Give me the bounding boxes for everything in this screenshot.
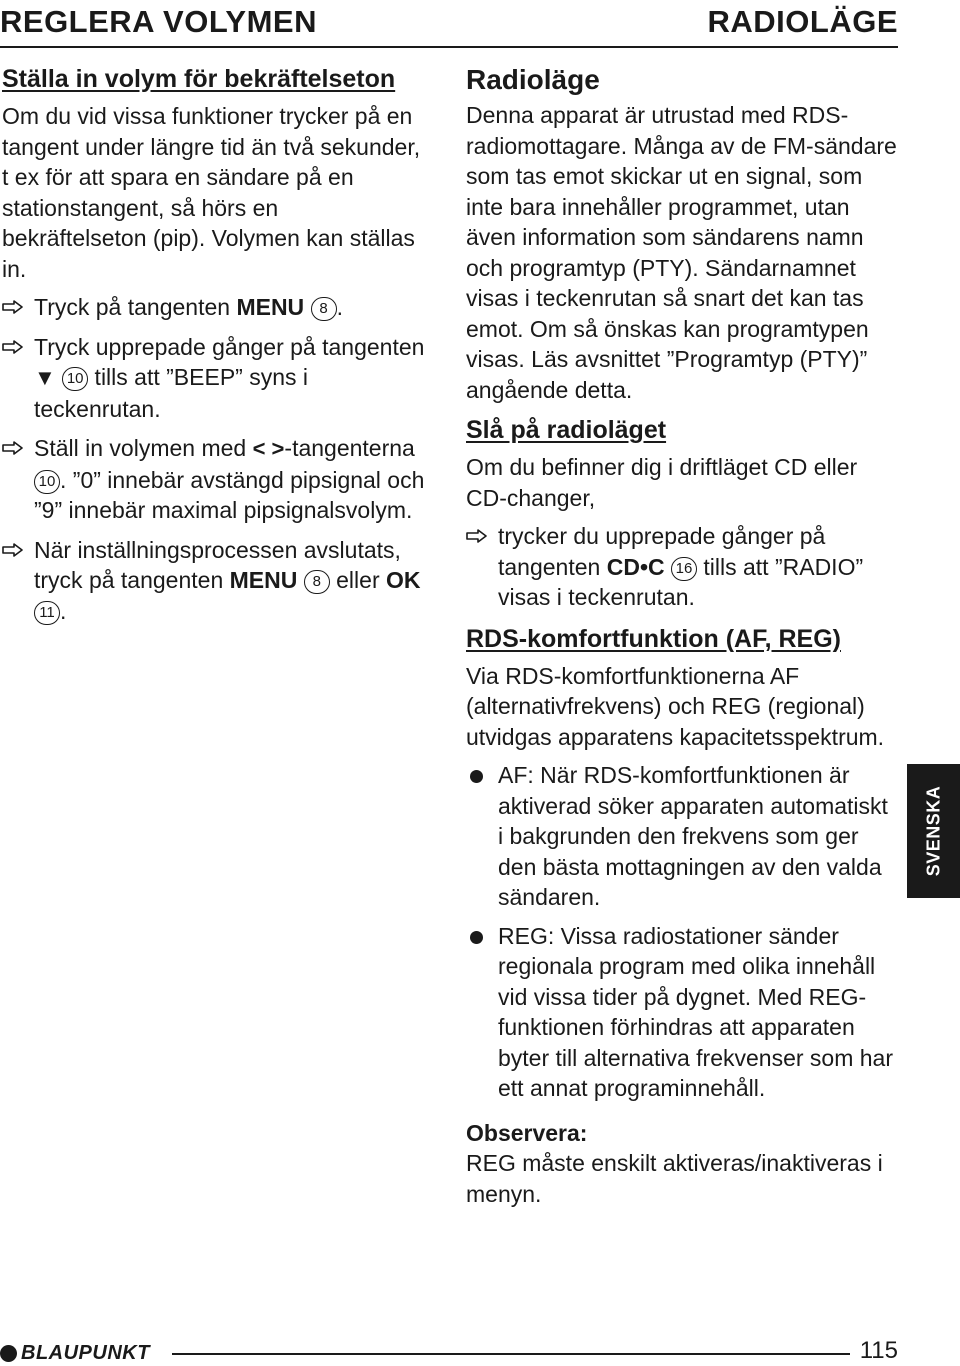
key-label: OK (386, 567, 421, 593)
bullet-dot-icon (470, 770, 483, 783)
page-number: 115 (859, 1337, 898, 1364)
section-heading-beep-volume: Ställa in volym för bekräftelseton (2, 65, 396, 93)
key-number-badge: 16 (671, 557, 697, 581)
radio-intro-paragraph: Denna apparat är utrustad med RDS-radiomottagare. Många av de FM-sändare som tas emot skickar ut en signal, som inte bara innehåller programmet, utan även information som sändarens namn och programtyp (PTY). Sändarnamnet visas i teckenrutan så snart det kan tas emot. Om så önskas kan programtypen visas. Läs avsnittet ”Programtyp (PTY)” angående detta. (466, 102, 897, 403)
key-number-badge: 10 (34, 470, 60, 494)
key-number-badge: 10 (62, 367, 88, 391)
right-column (466, 62, 898, 1209)
key-number-badge: 11 (34, 601, 60, 625)
step-item: Ställ in volymen med < >-tangenterna 10 . ”0” innebär avstängd pipsignal och ”9” innebär maximal pipsignalsvolym. (2, 433, 427, 526)
note-block (466, 1118, 898, 1210)
logo-ball-icon (0, 1345, 17, 1362)
language-side-tab: SVENSKA (907, 764, 960, 898)
step-item: Tryck på tangenten MENU 8 . (2, 292, 427, 323)
left-right-keys-icon: < > (252, 436, 285, 461)
down-key-icon: ▼ (34, 365, 56, 390)
arrow-right-icon (2, 543, 24, 557)
turn-on-paragraph: Om du befinner dig i driftläget CD eller CD-changer, (466, 454, 858, 511)
footer-rule (172, 1353, 850, 1355)
key-label: MENU (236, 294, 305, 320)
section-heading-radio-mode: Radioläge (466, 64, 600, 95)
step-item: Tryck upprepade gånger på tangenten ▼ 10 tills att ”BEEP” syns i teckenrutan. (2, 332, 427, 425)
arrow-right-icon (2, 300, 24, 314)
section-heading-rds-comfort: RDS-komfortfunktion (AF, REG) (466, 624, 841, 653)
arrow-right-icon (2, 340, 24, 354)
brand-logo: BLAUPUNKT (0, 1340, 150, 1366)
rds-paragraph: Via RDS-komfortfunktionerna AF (alternativfrekvens) och REG (regional) utvidgas apparatens kapacitetsspektrum. (466, 662, 885, 750)
intro-paragraph: Om du vid vissa funktioner trycker på en tangent under längre tid än två sekunder, t ex för att spara en sändare på en stationstangent, så hörs en bekräftelseton (pip). Volymen kan ställas in. (2, 103, 421, 282)
page-title-left: REGLERA VOLYMEN (0, 4, 317, 39)
arrow-right-icon (466, 529, 488, 543)
key-label: CD•C (606, 553, 665, 580)
key-number-badge: 8 (304, 570, 330, 594)
page-title-right: RADIOLÄGE (707, 4, 898, 39)
note-label: Observera: (466, 1119, 588, 1146)
step-item: trycker du upprepade gånger på tangenten CD•C 16 tills att ”RADIO” visas i teckenrutan. (466, 521, 898, 613)
arrow-right-icon (2, 441, 24, 455)
bullet-item-reg: REG: Vissa radiostationer sänder regionala program med olika innehåll vid vissa tider på dygnet. Med REG-funktionen förhindras att apparaten byter till alternativa frekvenser som har ett annat programinnehåll. (466, 921, 898, 1104)
key-label: MENU (229, 567, 298, 593)
section-heading-turn-on-radio: Slå på radioläget (466, 416, 667, 444)
step-item: När inställningsprocessen avslutats, tryck på tangenten MENU 8 eller OK 11 . (2, 535, 427, 627)
bullet-dot-icon (470, 931, 483, 944)
header-rule (0, 46, 898, 48)
note-text: REG måste enskilt aktiveras/inaktiveras i menyn. (466, 1150, 883, 1207)
left-column (2, 62, 427, 635)
key-number-badge: 8 (311, 297, 337, 321)
bullet-item-af: AF: När RDS-komfortfunktionen är aktiverad söker apparaten automatiskt i bakgrunden den frekvens som ger den bästa mottagningen av den valda sändaren. (466, 760, 898, 913)
